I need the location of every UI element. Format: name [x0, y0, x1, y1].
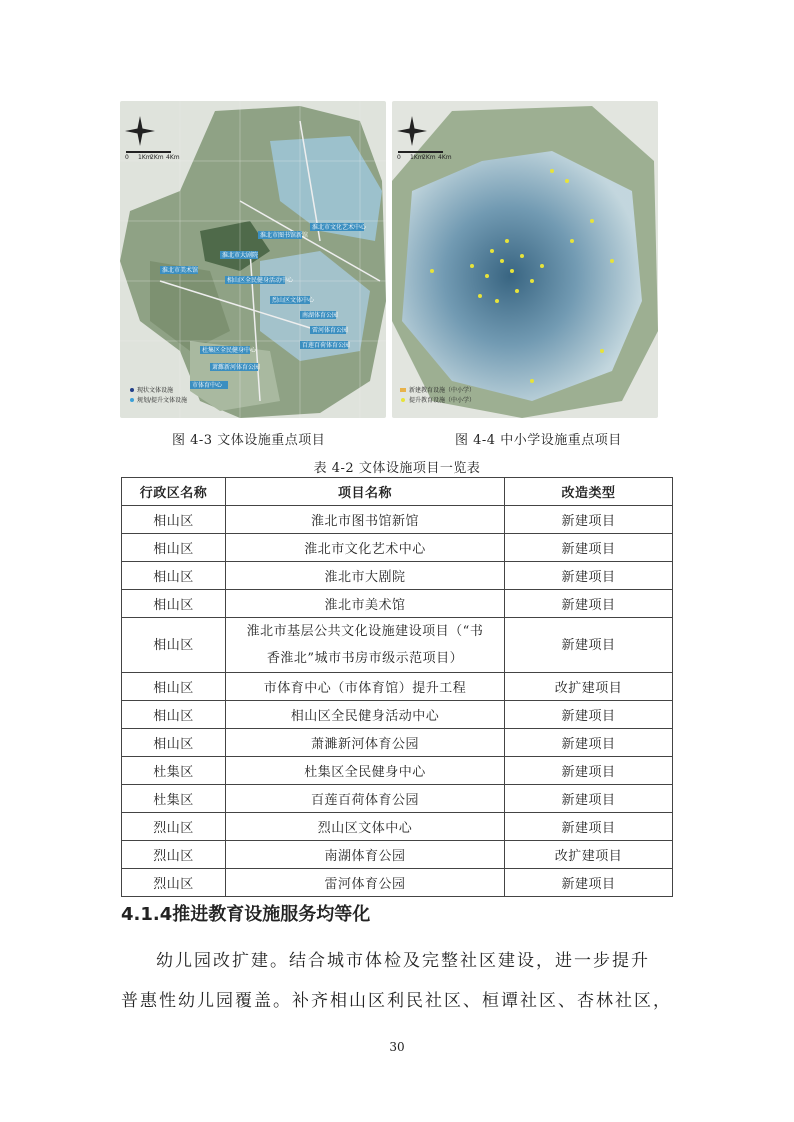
cell-type: 新建项目 [505, 590, 673, 618]
cell-district: 相山区 [122, 506, 226, 534]
cell-type: 新建项目 [505, 869, 673, 897]
cell-district: 相山区 [122, 673, 226, 701]
table-header-row [122, 478, 673, 506]
table-row [122, 785, 673, 813]
cell-district: 烈山区 [122, 869, 226, 897]
table-title: 表 4-2 文体设施项目一览表 [313, 461, 481, 476]
cell-type: 新建项目 [505, 562, 673, 590]
svg-text:雷河体育公园: 雷河体育公园 [312, 327, 349, 334]
svg-text:规划/提升文体设施: 规划/提升文体设施 [137, 397, 188, 404]
svg-text:4Km: 4Km [438, 154, 452, 161]
svg-text:0: 0 [397, 154, 401, 161]
cell-project-name: 雷河体育公园 [226, 869, 505, 897]
table-row [122, 562, 673, 590]
page-number: 30 [389, 1040, 405, 1054]
svg-text:杜集区全民健身中心: 杜集区全民健身中心 [202, 347, 257, 354]
svg-text:萧濉新河体育公园: 萧濉新河体育公园 [212, 364, 261, 371]
cell-project-name-line2: 香淮北”城市书房市级示范项目） [266, 651, 464, 666]
cell-type: 新建项目 [505, 785, 673, 813]
figure-4-4-caption: 图 4-4 中小学设施重点项目 [455, 433, 622, 448]
svg-text:1Km: 1Km [410, 154, 424, 161]
paragraph-line-1: 幼儿园改扩建。结合城市体检及完整社区建设，进一步提升 [156, 951, 650, 971]
table-row [122, 590, 673, 618]
cell-project-name: 淮北市美术馆 [226, 590, 505, 618]
table-row [122, 757, 673, 785]
cell-project-name: 南湖体育公园 [226, 841, 505, 869]
school-facilities-map [392, 101, 658, 418]
svg-text:0: 0 [125, 154, 129, 161]
cell-district: 相山区 [122, 701, 226, 729]
svg-text:南湖体育公园: 南湖体育公园 [302, 312, 339, 319]
svg-text:淮北市美术馆: 淮北市美术馆 [162, 267, 199, 274]
cell-type: 新建项目 [505, 813, 673, 841]
cell-project-name: 相山区全民健身活动中心 [226, 701, 505, 729]
figure-4-3-caption: 图 4-3 文体设施重点项目 [172, 433, 326, 448]
cell-district: 相山区 [122, 534, 226, 562]
cell-district: 相山区 [122, 729, 226, 757]
paragraph-line-2: 普惠性幼儿园覆盖。补齐相山区利民社区、桓谭社区、杏林社区， [121, 991, 672, 1011]
cell-project-name: 淮北市文化艺术中心 [226, 534, 505, 562]
cell-type: 新建项目 [505, 506, 673, 534]
svg-text:市体育中心: 市体育中心 [192, 382, 223, 389]
svg-text:淮北市大剧院: 淮北市大剧院 [222, 252, 259, 259]
svg-text:百莲百荷体育公园: 百莲百荷体育公园 [302, 342, 351, 349]
cell-type: 改扩建项目 [505, 841, 673, 869]
cell-type: 新建项目 [505, 701, 673, 729]
cell-district: 相山区 [122, 562, 226, 590]
table-row [122, 729, 673, 757]
cell-type: 新建项目 [505, 729, 673, 757]
table-row [122, 534, 673, 562]
projects-table [121, 477, 673, 897]
svg-text:淮北市文化艺术中心: 淮北市文化艺术中心 [312, 224, 367, 231]
table-row [122, 618, 673, 673]
svg-text:4Km: 4Km [166, 154, 180, 161]
header-district: 行政区名称 [122, 478, 226, 506]
svg-text:烈山区文体中心: 烈山区文体中心 [272, 297, 315, 304]
section-heading: 4.1.4推进教育设施服务均等化 [121, 904, 371, 925]
header-renovation-type: 改造类型 [505, 478, 673, 506]
cell-project-name: 淮北市大剧院 [226, 562, 505, 590]
header-project-name: 项目名称 [226, 478, 505, 506]
table-row [122, 506, 673, 534]
cell-district: 相山区 [122, 590, 226, 618]
svg-text:提升教育设施（中小学）: 提升教育设施（中小学） [409, 397, 476, 404]
cell-district: 杜集区 [122, 757, 226, 785]
svg-text:1Km: 1Km [138, 154, 152, 161]
cell-type: 新建项目 [505, 757, 673, 785]
svg-text:2Km: 2Km [422, 154, 436, 161]
svg-text:新建教育设施（中小学）: 新建教育设施（中小学） [409, 387, 476, 394]
table-row [122, 701, 673, 729]
cell-project-name: 市体育中心（市体育馆）提升工程 [226, 673, 505, 701]
cell-project-name: 萧濉新河体育公园 [226, 729, 505, 757]
cell-project-name: 淮北市图书馆新馆 [226, 506, 505, 534]
cultural-sports-map-graphic [120, 101, 386, 418]
cell-district: 相山区 [122, 618, 226, 673]
cell-project-name: 百莲百荷体育公园 [226, 785, 505, 813]
cultural-sports-map [120, 101, 386, 418]
table-row [122, 813, 673, 841]
cell-district: 烈山区 [122, 813, 226, 841]
cell-project-name-line1: 淮北市基层公共文化设施建设项目（“书 [246, 624, 484, 639]
cell-type: 新建项目 [505, 618, 673, 673]
cell-project-name: 杜集区全民健身中心 [226, 757, 505, 785]
table-row [122, 841, 673, 869]
svg-text:现状文体设施: 现状文体设施 [137, 387, 174, 394]
table-row [122, 673, 673, 701]
cell-type: 新建项目 [505, 534, 673, 562]
cell-district: 烈山区 [122, 841, 226, 869]
cell-project-name [226, 618, 505, 673]
svg-text:淮北市图书馆新馆: 淮北市图书馆新馆 [260, 232, 309, 239]
cell-project-name: 烈山区文体中心 [226, 813, 505, 841]
school-facilities-map-graphic [392, 101, 658, 418]
svg-text:相山区全民健身活动中心: 相山区全民健身活动中心 [227, 277, 294, 284]
cell-type: 改扩建项目 [505, 673, 673, 701]
cell-district: 杜集区 [122, 785, 226, 813]
table-row [122, 869, 673, 897]
svg-text:2Km: 2Km [150, 154, 164, 161]
